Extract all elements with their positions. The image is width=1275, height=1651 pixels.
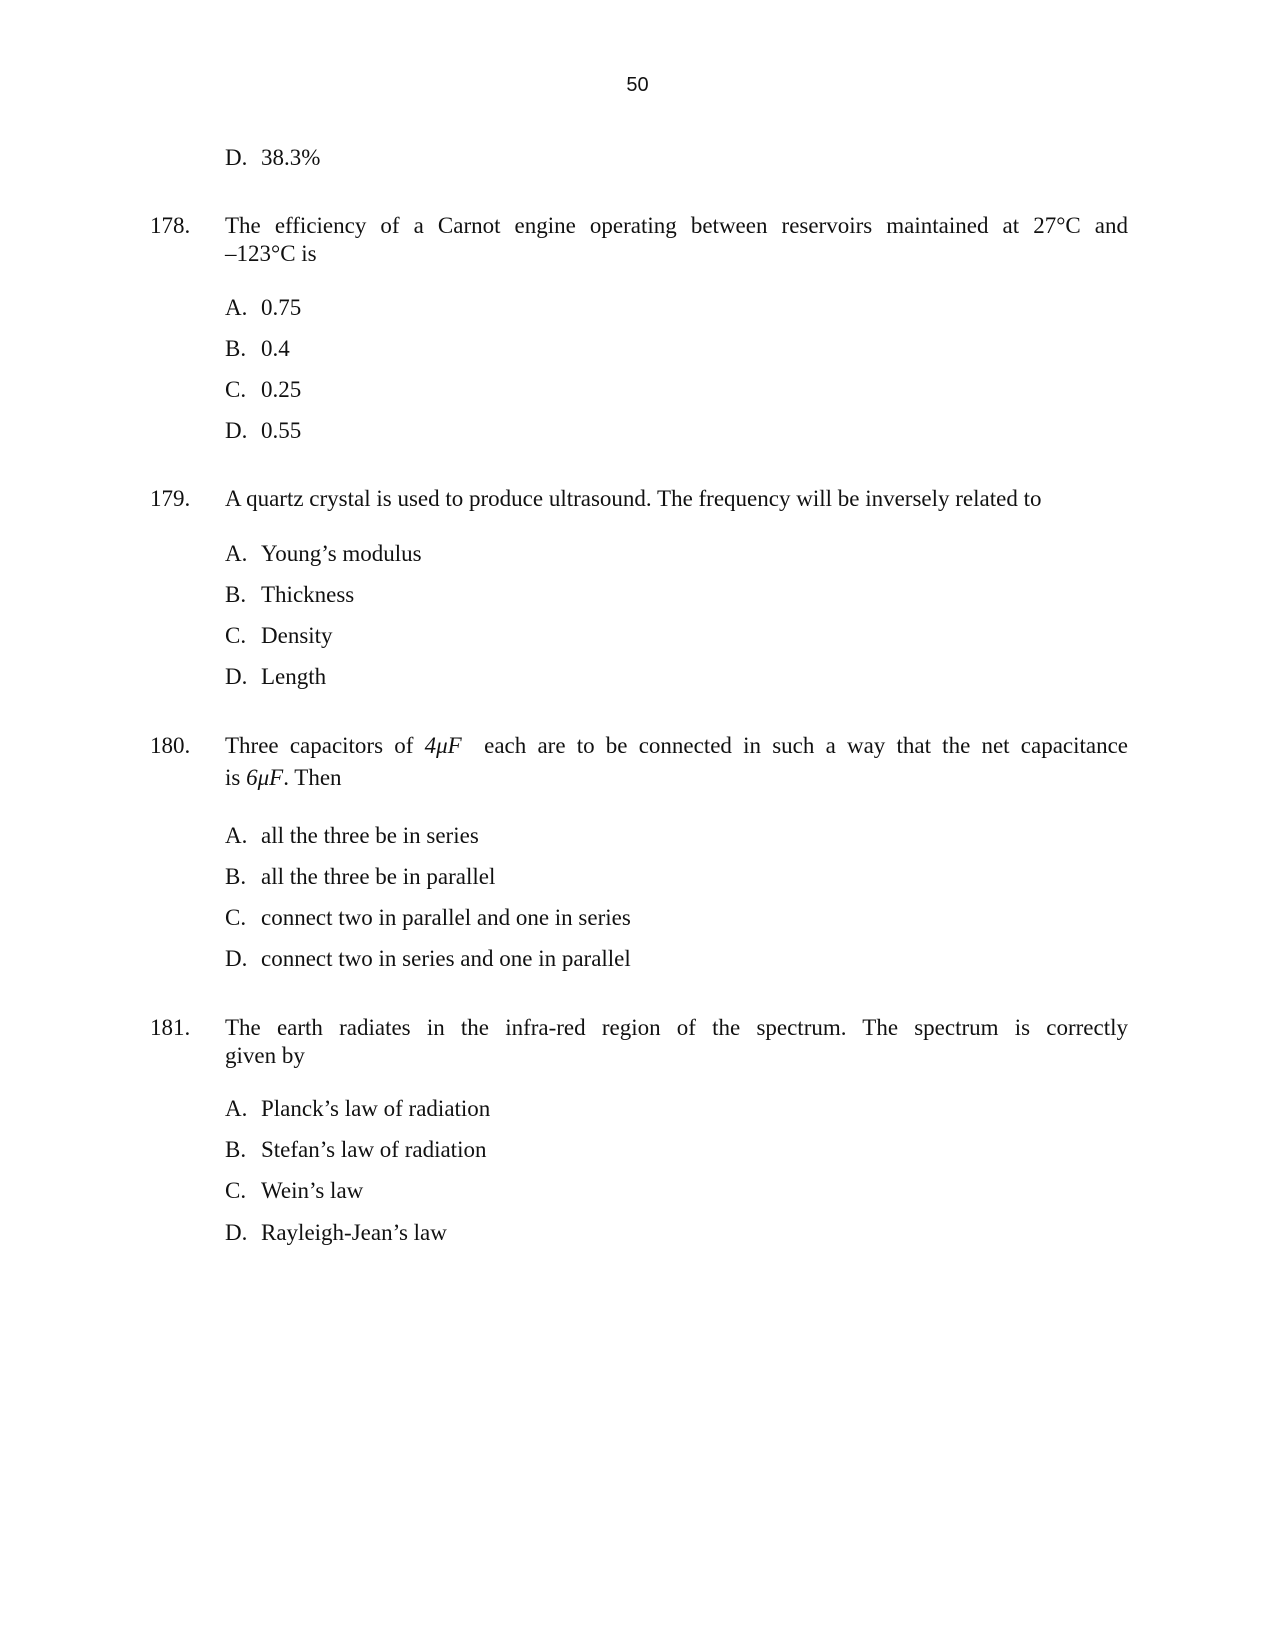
- option-text: Young’s modulus: [261, 541, 422, 566]
- option-letter: C.: [225, 1178, 247, 1203]
- option-letter: D.: [225, 145, 248, 170]
- question-text-line: [225, 764, 1128, 792]
- option-text: 0.75: [261, 295, 302, 320]
- option-a: [225, 1095, 490, 1123]
- option-d: [225, 417, 301, 445]
- option-letter: A.: [225, 295, 248, 320]
- page-number: 50: [626, 74, 649, 96]
- math-expression: 6μF: [246, 765, 284, 790]
- option-text: connect two in series and one in parallel: [261, 946, 631, 971]
- text-segment: . Then: [283, 765, 342, 790]
- option-text: Planck’s law of radiation: [261, 1096, 491, 1121]
- question-text-line: A quartz crystal is used to produce ultrasound. The frequency will be inversely related to: [225, 486, 1042, 511]
- option-text: Wein’s law: [261, 1178, 364, 1203]
- option-text: Thickness: [261, 582, 355, 607]
- question-text-line: The efficiency of a Carnot engine operating between reservoirs maintained at 27°C and: [225, 213, 1128, 238]
- option-d: [225, 945, 631, 973]
- text-segment: Three capacitors of: [225, 733, 414, 758]
- option-d: [225, 1219, 447, 1247]
- text-segment: is: [225, 765, 241, 790]
- option-c: [225, 1177, 363, 1205]
- question-text: [225, 212, 1128, 268]
- text-segment: each are to be connected in such a way that the net capacitance: [484, 733, 1129, 758]
- option-letter: B.: [225, 336, 247, 361]
- option-letter: D.: [225, 418, 248, 443]
- option-text: 38.3%: [261, 145, 321, 170]
- option-letter: A.: [225, 541, 248, 566]
- option-a: [225, 294, 301, 322]
- math-expression: 4μF: [424, 733, 462, 758]
- option-c: [225, 622, 333, 650]
- question-text-line: [225, 732, 1128, 760]
- carryover-option: [225, 144, 320, 172]
- option-a: [225, 822, 479, 850]
- option-d: [225, 663, 326, 691]
- option-letter: D.: [225, 1220, 248, 1245]
- question-number: 179.: [150, 486, 191, 511]
- question-number: 180.: [150, 733, 191, 758]
- question-text-line: given by: [225, 1043, 305, 1068]
- option-text: 0.25: [261, 377, 302, 402]
- option-b: [225, 1136, 486, 1164]
- option-letter: D.: [225, 664, 248, 689]
- option-text: Stefan’s law of radiation: [261, 1137, 487, 1162]
- option-text: all the three be in series: [261, 823, 479, 848]
- option-c: [225, 376, 301, 404]
- option-letter: C.: [225, 905, 247, 930]
- option-text: all the three be in parallel: [261, 864, 496, 889]
- question-text: [225, 732, 1128, 792]
- option-b: [225, 581, 354, 609]
- option-letter: A.: [225, 823, 248, 848]
- option-b: [225, 335, 290, 363]
- option-letter: D.: [225, 946, 248, 971]
- option-b: [225, 863, 495, 891]
- option-text: 0.4: [261, 336, 290, 361]
- option-text: Length: [261, 664, 327, 689]
- option-text: connect two in parallel and one in series: [261, 905, 631, 930]
- option-a: [225, 540, 422, 568]
- option-text: 0.55: [261, 418, 302, 443]
- question-number: 178.: [150, 213, 191, 238]
- option-letter: C.: [225, 377, 247, 402]
- option-letter: A.: [225, 1096, 248, 1121]
- option-letter: B.: [225, 864, 247, 889]
- question-text: [225, 485, 1128, 513]
- question-text: [225, 1014, 1128, 1070]
- option-letter: B.: [225, 582, 247, 607]
- question-text-line: The earth radiates in the infra-red region of the spectrum. The spectrum is correctly: [225, 1015, 1128, 1040]
- option-c: [225, 904, 631, 932]
- question-text-line: –123°C is: [225, 241, 317, 266]
- option-text: Density: [261, 623, 333, 648]
- option-letter: B.: [225, 1137, 247, 1162]
- option-text: Rayleigh-Jean’s law: [261, 1220, 447, 1245]
- question-number: 181.: [150, 1015, 191, 1040]
- option-letter: C.: [225, 623, 247, 648]
